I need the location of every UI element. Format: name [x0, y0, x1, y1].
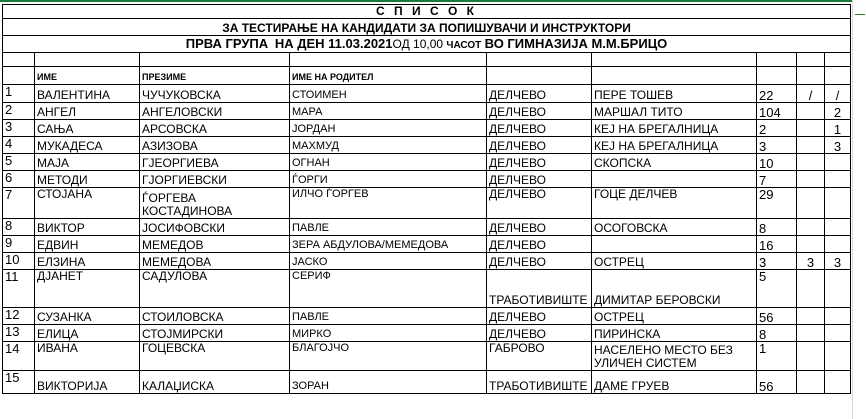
parent-name-cell: ЈАСКО [290, 253, 487, 270]
street-cell: КЕЈ НА БРЕГАЛНИЦА [592, 120, 757, 137]
extra-cell-1 [797, 137, 825, 154]
row-number: 8 [3, 219, 35, 236]
extra-cell-2: 2 [825, 103, 851, 120]
first-name-cell: МУКАДЕСА [35, 137, 140, 154]
street-cell: ОСТРЕЦ [592, 308, 757, 325]
table-row [3, 253, 851, 270]
row-number: 9 [3, 236, 35, 253]
house-number-cell: 10 [757, 154, 797, 171]
last-name-cell: АРСОВСКА [140, 120, 290, 137]
table-row [3, 342, 851, 371]
table-row [3, 154, 851, 171]
house-number-cell: 22 [757, 85, 797, 103]
street-cell [592, 171, 757, 188]
extra-cell-2: / [825, 85, 851, 103]
parent-name-cell: БЛАГОЈЧО [290, 342, 487, 371]
place-cell: ДЕЛЧЕВО [487, 236, 592, 253]
extra-cell-1 [797, 154, 825, 171]
first-name-cell: АНГЕЛ [35, 103, 140, 120]
table-row [3, 371, 851, 394]
first-name-cell: СУЗАНКА [35, 308, 140, 325]
house-number-cell: 1 [757, 342, 797, 371]
extra-cell-2 [825, 371, 851, 394]
house-number-cell: 5 [757, 270, 797, 308]
extra-cell-2 [825, 342, 851, 371]
extra-cell-1: 3 [797, 253, 825, 270]
place-cell: ТРАБОТИВИШТЕ [487, 371, 592, 394]
extra-cell-1: / [797, 85, 825, 103]
header-first-name: ИМЕ [35, 67, 140, 85]
place-cell: ДЕЛЧЕВО [487, 103, 592, 120]
parent-name-cell: ЃОРГИ [290, 171, 487, 188]
row-number: 12 [3, 308, 35, 325]
row-number: 13 [3, 325, 35, 342]
street-cell: ОСОГОВСКА [592, 219, 757, 236]
table-row [3, 236, 851, 253]
place-cell: ДЕЛЧЕВО [487, 171, 592, 188]
place-cell: ГАБРОВО [487, 342, 592, 371]
parent-name-cell: МИРКО [290, 325, 487, 342]
street-cell: НАСЕЛЕНО МЕСТО БЕЗ УЛИЧЕН СИСТЕМ [592, 342, 757, 371]
house-number-cell: 56 [757, 308, 797, 325]
extra-cell-1 [797, 236, 825, 253]
house-number-cell: 16 [757, 236, 797, 253]
last-name-cell: КАЛАЏИСКА [140, 371, 290, 394]
last-name-cell: ЧУЧУКОВСКА [140, 85, 290, 103]
table-row [3, 308, 851, 325]
last-name-cell: МЕМЕДОВА [140, 253, 290, 270]
first-name-cell: ВИКТОРИЈА [35, 371, 140, 394]
house-number-cell: 3 [757, 137, 797, 154]
place-cell: ДЕЛЧЕВО [487, 325, 592, 342]
street-cell: ГОЦЕ ДЕЛЧЕВ [592, 188, 757, 219]
street-cell: ОСТРЕЦ [592, 253, 757, 270]
extra-cell-1 [797, 325, 825, 342]
extra-cell-2 [825, 188, 851, 219]
first-name-cell: МАЈА [35, 154, 140, 171]
column-header-row [3, 67, 851, 85]
row-number: 14 [3, 342, 35, 371]
parent-name-cell: ПАВЛЕ [290, 219, 487, 236]
list-subtitle: ЗА ТЕСТИРАЊЕ НА КАНДИДАТИ ЗА ПОПИШУВАЧИ И ИНСТРУКТОРИ [3, 19, 851, 36]
row-number: 11 [3, 270, 35, 308]
last-name-cell: САДУЛОВА [140, 270, 290, 308]
extra-cell-2 [825, 171, 851, 188]
extra-cell-2 [825, 154, 851, 171]
table-row [3, 171, 851, 188]
street-cell: ПЕРЕ ТОШЕВ [592, 85, 757, 103]
row-number: 5 [3, 154, 35, 171]
first-name-cell: ЕЛЗИНА [35, 253, 140, 270]
parent-name-cell: ПАВЛЕ [290, 308, 487, 325]
extra-cell-1 [797, 171, 825, 188]
extra-cell-1 [797, 103, 825, 120]
parent-name-cell: МАХМУД [290, 137, 487, 154]
last-name-cell: ГОЦЕВСКА [140, 342, 290, 371]
venue-label: ВО ГИМНАЗИЈА М.М.БРИЦО [484, 36, 668, 51]
last-name-cell: ЈОСИФОВСКИ [140, 219, 290, 236]
house-number-cell: 29 [757, 188, 797, 219]
table-row [3, 85, 851, 103]
place-cell: ДЕЛЧЕВО [487, 253, 592, 270]
extra-cell-1 [797, 188, 825, 219]
parent-name-cell: ЗЕРА АБДУЛОВА/МЕМЕДОВА [290, 236, 487, 253]
table-row [3, 188, 851, 219]
last-name-cell: ЃОРГЕВА КОСТАДИНОВА [140, 188, 290, 219]
table-row [3, 120, 851, 137]
header-last-name: ПРЕЗИМЕ [140, 67, 290, 85]
street-cell: МАРШАЛ ТИТО [592, 103, 757, 120]
house-number-cell: 56 [757, 371, 797, 394]
extra-cell-2 [825, 308, 851, 325]
extra-cell-2 [825, 270, 851, 308]
row-number: 6 [3, 171, 35, 188]
last-name-cell: СТОЈМИРСКИ [140, 325, 290, 342]
row-number: 15 [3, 371, 35, 394]
table-row [3, 270, 851, 308]
time-label: ОД 10,00 [392, 37, 444, 51]
street-cell: ПИРИНСКА [592, 325, 757, 342]
list-session-info [3, 36, 851, 53]
list-title: С П И С О К [3, 5, 851, 19]
street-cell: КЕЈ НА БРЕГАЛНИЦА [592, 137, 757, 154]
date-label: НА ДЕН 11.03.2021 [274, 36, 393, 51]
house-number-cell: 2 [757, 120, 797, 137]
place-cell: ДЕЛЧЕВО [487, 137, 592, 154]
house-number-cell: 104 [757, 103, 797, 120]
extra-cell-1 [797, 219, 825, 236]
place-cell: ДЕЛЧЕВО [487, 188, 592, 219]
place-cell: ДЕЛЧЕВО [487, 120, 592, 137]
last-name-cell: ГЈЕОРГИЕВА [140, 154, 290, 171]
blank-row [3, 53, 851, 67]
first-name-cell: ЕДВИН [35, 236, 140, 253]
extra-cell-1 [797, 342, 825, 371]
extra-cell-1 [797, 371, 825, 394]
row-number: 10 [3, 253, 35, 270]
last-name-cell: МЕМЕДОВ [140, 236, 290, 253]
first-name-cell: ВАЛЕНТИНА [35, 85, 140, 103]
first-name-cell: МЕТОДИ [35, 171, 140, 188]
table-row [3, 325, 851, 342]
first-name-cell: ВИКТОР [35, 219, 140, 236]
extra-cell-1 [797, 308, 825, 325]
row-number: 1 [3, 85, 35, 103]
parent-name-cell: ЗОРАН [290, 371, 487, 394]
parent-name-cell: СЕРИФ [290, 270, 487, 308]
parent-name-cell: СТОИМЕН [290, 85, 487, 103]
first-name-cell: ДЈАНЕТ [35, 270, 140, 308]
street-cell: ДИМИТАР БЕРОВСКИ [592, 270, 757, 308]
last-name-cell: АЗИЗОВА [140, 137, 290, 154]
row-number: 4 [3, 137, 35, 154]
extra-cell-2 [825, 325, 851, 342]
place-cell: ДЕЛЧЕВО [487, 85, 592, 103]
row-number: 7 [3, 188, 35, 219]
group-label: ПРВА ГРУПА [185, 36, 269, 51]
house-number-cell: 3 [757, 253, 797, 270]
extra-cell-2 [825, 219, 851, 236]
extra-cell-1 [797, 270, 825, 308]
candidate-list-table [2, 4, 851, 394]
place-cell: ДЕЛЧЕВО [487, 154, 592, 171]
last-name-cell: АНГЕЛОВСКИ [140, 103, 290, 120]
window-edge [852, 0, 866, 419]
house-number-cell: 8 [757, 219, 797, 236]
street-cell: ДАМЕ ГРУЕВ [592, 371, 757, 394]
table-row [3, 137, 851, 154]
header-parent-name: ИМЕ НА РОДИТЕЛ [290, 67, 487, 85]
street-cell: СКОПСКА [592, 154, 757, 171]
parent-name-cell: ОГНАН [290, 154, 487, 171]
last-name-cell: СТОИЛОВСКА [140, 308, 290, 325]
extra-cell-2: 3 [825, 253, 851, 270]
place-cell: ДЕЛЧЕВО [487, 219, 592, 236]
hour-label: ЧАСОТ [446, 40, 482, 51]
row-number: 3 [3, 120, 35, 137]
parent-name-cell: МАРА [290, 103, 487, 120]
last-name-cell: ГЈОРГИЕВСКИ [140, 171, 290, 188]
house-number-cell: 7 [757, 171, 797, 188]
row-number: 2 [3, 103, 35, 120]
table-row [3, 103, 851, 120]
parent-name-cell: ИЛЧО ЃОРГЕВ [290, 188, 487, 219]
first-name-cell: ИВАНА [35, 342, 140, 371]
first-name-cell: СТОЈАНА [35, 188, 140, 219]
place-cell: ТРАБОТИВИШТЕ [487, 270, 592, 308]
extra-cell-1 [797, 120, 825, 137]
parent-name-cell: ЈОРДАН [290, 120, 487, 137]
table-row [3, 219, 851, 236]
house-number-cell: 8 [757, 325, 797, 342]
place-cell: ДЕЛЧЕВО [487, 308, 592, 325]
street-cell [592, 236, 757, 253]
extra-cell-2: 3 [825, 137, 851, 154]
extra-cell-2 [825, 236, 851, 253]
first-name-cell: ЕЛИЦА [35, 325, 140, 342]
extra-cell-2: 1 [825, 120, 851, 137]
sheet-top-border [0, 0, 866, 2]
first-name-cell: САЊА [35, 120, 140, 137]
window-edge-mark [855, 14, 865, 15]
